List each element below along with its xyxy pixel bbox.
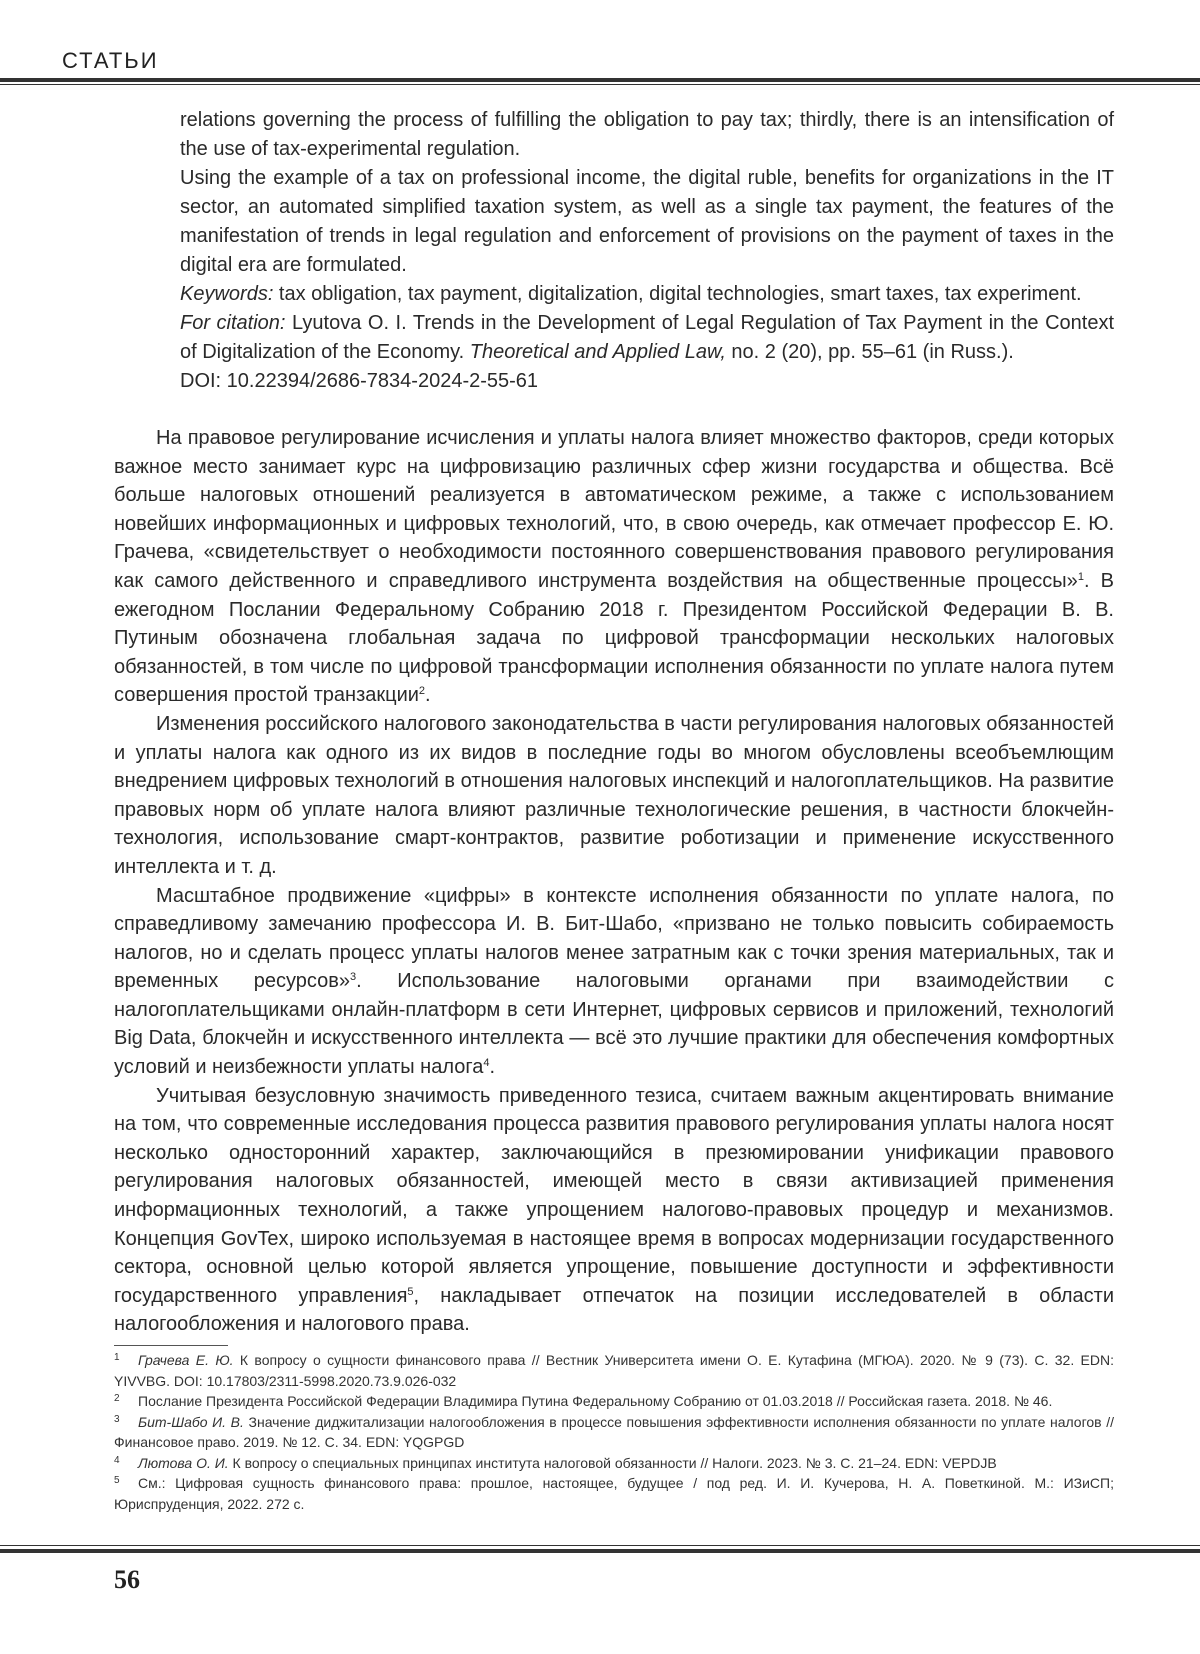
footnote-ref-2[interactable]: 2 xyxy=(418,685,426,698)
footnote-text: См.: Цифровая сущность финансового права: прошлое, настоящее, будущее / под ред. И. И. Кучерова, Н. А. Поветкиной. М.: ИЗиСП; Юриспруденция, 2022. 272 с. xyxy=(114,1475,1114,1512)
footnote-author: Грачева Е. Ю. xyxy=(138,1352,234,1368)
paragraph-text: . xyxy=(489,1056,496,1079)
paragraph-text: Учитывая безусловную значимость приведенного тезиса, считаем важным акцентировать внимание на том, что современные исследования процесса развития правового регулирования уплаты налога носят несколько односторонний характер, заключающийся в презюмировании унификации правового регулирования налоговых обязанностей, имеющей место в связи активизацией применения информационных технологий, а также упрощением налогово-правовых процедур и механизмов. Концепция GovTex, широко используемая в настоящее время в вопросах модернизации государственного сектора, основной целью которой является упрощение, повышение доступности и эффективности государственного управления xyxy=(114,1084,1114,1307)
body-paragraph-1 xyxy=(114,424,1114,710)
body-paragraph-3 xyxy=(114,882,1114,1082)
footnotes xyxy=(114,1350,1114,1514)
footnote-ref-4[interactable]: 4 xyxy=(483,1057,490,1070)
page-number: 56 xyxy=(114,1565,140,1594)
footnote-3: 3 Бит-Шабо И. В. Значение диджитализации налогообложения в процессе повышения эффективности исполнения обязанности по уплате налогов // Финансовое право. 2019. № 12. С. 34. EDN: YQGPGD xyxy=(114,1413,1114,1450)
footnote-ref-1[interactable]: 1 xyxy=(1077,570,1084,583)
citation-line xyxy=(180,309,1114,367)
footnote-author: Лютова О. И. xyxy=(138,1454,229,1471)
footnote-text: К вопросу о сущности финансового права // Вестник Университета имени О. Е. Кутафина (МГЮА). 2020. № 9 (73). С. 32. EDN: YIVVBG. DOI: 10.17803/2311-5998.2020.73.9.026-032 xyxy=(114,1352,1114,1389)
keywords-label: Keywords: xyxy=(180,283,274,305)
footnote-text: Послание Президента Российской Федерации Владимира Путина Федеральному Собранию от 01.03.2018 // Российская газета. 2018. № 46. xyxy=(138,1393,1053,1409)
header-rule-thin xyxy=(0,84,1200,85)
header-rule-thick xyxy=(0,78,1200,82)
abstract-line-1: relations governing the process of fulfilling the obligation to pay tax; thirdly, there is an intensification of the use of tax-experimental regulation. xyxy=(180,109,1114,160)
citation-text: Lyutova O. I. Trends in the Development of Legal Regulation of Tax Payment in the Context of Digitalization of the Economy. xyxy=(180,312,1115,363)
footer-rule-thin xyxy=(0,1545,1200,1546)
doi-line: DOI: 10.22394/2686-7834-2024-2-55-61 xyxy=(180,370,539,392)
body-paragraph-4 xyxy=(114,1082,1114,1339)
paragraph-text: , накладывает отпечаток на позиции исследователей в области налогообложения и налогового права. xyxy=(114,1284,1114,1336)
footer-rule-thick xyxy=(0,1549,1200,1553)
footnote-ref-3[interactable]: 3 xyxy=(350,971,357,984)
keywords-text: tax obligation, tax payment, digitalization, digital technologies, smart taxes, tax experiment. xyxy=(273,283,1082,305)
keywords-line xyxy=(180,280,1114,309)
footnote-author: Бит-Шабо И. В. xyxy=(138,1413,244,1430)
footnote-1: 1 Грачева Е. Ю. К вопросу о сущности финансового права // Вестник Университета имени О. Е. Кутафина (МГЮА). 2020. № 9 (73). С. 32. EDN: YIVVBG. DOI: 10.17803/2311-5998.2020.73.9.026-032 xyxy=(114,1352,1114,1389)
abstract-block xyxy=(180,106,1114,396)
footnote-text: К вопросу о специальных принципах института налоговой обязанности // Налоги. 2023. № 3. С. 21–24. EDN: VEPDJB xyxy=(228,1454,997,1471)
paragraph-text: На правовое регулирование исчисления и уплаты налога влияет множество факторов, среди которых важное место занимает курс на цифровизацию различных сфер жизни государства и общества. Всё больше налоговых отношений реализуется в автоматическом режиме, а также с использованием новейших информационных и цифровых технологий, что, в свою очередь, как отмечает профессор Е. Ю. Грачева, «свидетельствует о необходимости постоянного совершенствования правового регулирования как самого действенного и справедливого инструмента воздействия на общественные процессы» xyxy=(114,427,1114,592)
abstract-line-2: Using the example of a tax on professional income, the digital ruble, benefits for organizations in the IT sector, an automated simplified taxation system, as well as a single tax payment, the features of the manifestation of trends in legal regulation and enforcement of provisions on the payment of taxes in the digital era are formulated. xyxy=(180,167,1114,276)
footnote-ref-5[interactable]: 5 xyxy=(407,1285,414,1298)
section-header: СТАТЬИ xyxy=(62,48,159,73)
footnote-separator xyxy=(114,1345,228,1346)
citation-tail: no. 2 (20), pp. 55–61 (in Russ.). xyxy=(725,341,1014,363)
footnote-5: 5 См.: Цифровая сущность финансового права: прошлое, настоящее, будущее / под ред. И. И. Кучерова, Н. А. Поветкиной. М.: ИЗиСП; Юриспруденция, 2022. 272 с. xyxy=(114,1475,1114,1512)
paragraph-text: Масштабное продвижение «цифры» в контексте исполнения обязанности по уплате налога, по справедливому замечанию профессора И. В. Бит-Шабо, «призвано не только повысить собираемость налогов, но и сделать процесс уплаты налогов менее затратным как с точки зрения материальных, так и временных ресурсов» xyxy=(114,884,1114,993)
citation-journal: Theoretical and Applied Law, xyxy=(469,341,726,363)
paragraph-text: . Использование налоговыми органами при взаимодействии с налогоплательщиками онлайн-платформ в сети Интернет, цифровых сервисов и приложений, технологий Big Data, блокчейн и искусственного интеллекта — всё это лучшие практики для обеспечения комфортных условий и неизбежности уплаты налога xyxy=(114,970,1114,1079)
citation-label: For citation: xyxy=(180,312,286,334)
paragraph-text: . В ежегодном Послании Федеральному Собранию 2018 г. Президентом Российской Федерации В. В. Путиным обозначена глобальная задача по цифровой трансформации нескольких налоговых обязанностей, в том числе по цифровой трансформации исполнения обязанности по уплате налога путем совершения простой транзакции xyxy=(114,569,1114,707)
footnote-4: 4 Лютова О. И. К вопросу о специальных принципах института налоговой обязанности // Налоги. 2023. № 3. С. 21–24. EDN: VEPDJB xyxy=(114,1454,997,1471)
article-body xyxy=(114,424,1114,1339)
footnote-2: 2 Послание Президента Российской Федерации Владимира Путина Федеральному Собранию от 01.03.2018 // Российская газета. 2018. № 46. xyxy=(114,1393,1053,1409)
paragraph-text: . xyxy=(425,684,431,707)
body-paragraph-2: Изменения российского налогового законодательства в части регулирования налоговых обязанностей и уплаты налога как одного из их видов в последние годы во многом обусловлены всеобъемлющим внедрением цифровых технологий в отношения налоговых инспекций и налогоплательщиков. На развитие правовых норм об уплате налога влияют различные технологические решения, в частности блокчейн-технология, использование смарт-контрактов, развитие роботизации и применение искусственного интеллекта и т. д. xyxy=(114,712,1114,878)
footnote-text: Значение диджитализации налогообложения в процессе повышения эффективности исполнения обязанности по уплате налогов // Финансовое право. 2019. № 12. С. 34. EDN: YQGPGD xyxy=(114,1413,1114,1450)
